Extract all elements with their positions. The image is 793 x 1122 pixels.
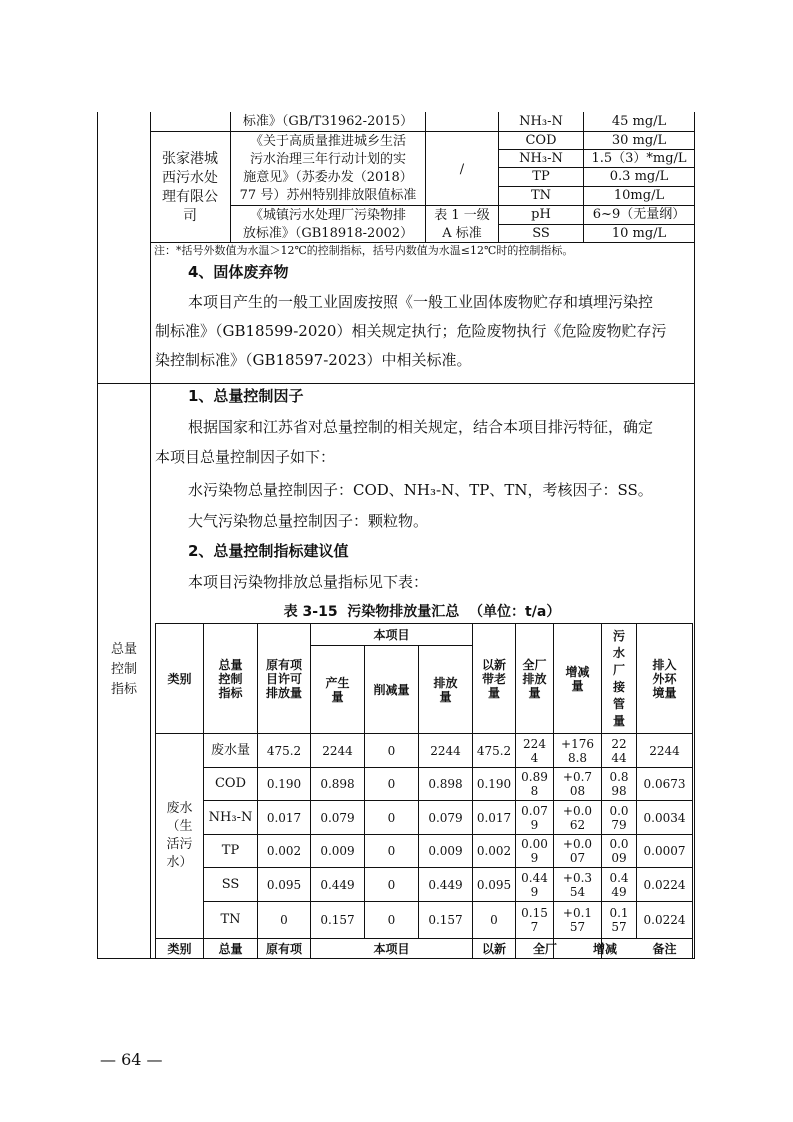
cell-produced: 0.449 <box>320 877 355 892</box>
cell-change: +0.0 62 <box>562 803 593 832</box>
cell-sewage-plant: 0.4 49 <box>609 870 629 899</box>
cell-reduced: 0 <box>387 877 396 892</box>
cell-environment: 2244 <box>649 743 680 758</box>
cell-whole-plant: 0.89 8 <box>521 770 548 798</box>
cell-sewage-plant: 0.0 79 <box>609 803 629 832</box>
cell-whole-plant: 0.15 7 <box>521 906 548 934</box>
cell-reduced: 0 <box>387 743 396 758</box>
cell-produced: 0.009 <box>320 844 355 858</box>
cell-environment: 0.0224 <box>643 877 686 892</box>
standard-grade: / <box>459 162 465 177</box>
cell-change: +0.0 07 <box>562 837 593 865</box>
cell-sewage-plant: 22 44 <box>611 736 627 765</box>
solid-waste-text: 制标准》（GB18599-2020）相关规定执行；危险废物执行《危险废物贮存污 <box>155 322 667 340</box>
cell-sewage-plant: 0.8 98 <box>609 770 629 798</box>
cell-discharged: 0.009 <box>428 844 463 858</box>
cell-whole-plant: 0.44 9 <box>521 870 548 899</box>
air-factors-text: 大气污染物总量控制因子：颗粒物。 <box>188 512 429 530</box>
cell-reduced: 0 <box>387 844 396 858</box>
footer-whole-plant: 全厂 <box>532 941 557 956</box>
heading-control-factors: 1、总量控制因子 <box>188 387 304 405</box>
solid-waste-text: 本项目产生的一般工业固废按照《一般工业固体废物贮存和填埋污染控 <box>188 293 654 311</box>
cell-change: +176 8.8 <box>561 736 594 765</box>
cell-environment: 0.0673 <box>643 777 686 791</box>
cell-new-old: 0.190 <box>476 777 512 791</box>
limit-value: 30 mg/L <box>611 132 667 148</box>
cell-reduced: 0 <box>387 777 396 791</box>
cell-change: +0.3 54 <box>562 870 593 899</box>
page-number: — 64 — <box>100 1050 163 1069</box>
footer-project: 本项目 <box>373 941 410 956</box>
pollutant-name: NH₃-N <box>519 150 563 166</box>
header-original: 原有项 目许可 排放量 <box>265 657 302 700</box>
cell-indicator: COD <box>214 776 247 791</box>
control-factors-text: 本项目总量控制因子如下： <box>155 448 336 466</box>
pollutant-name: pH <box>531 207 551 222</box>
footer-category: 类别 <box>167 941 192 956</box>
pollutant-name: NH₃-N <box>519 114 563 129</box>
cell-new-old: 0.017 <box>476 810 512 825</box>
section-divider <box>97 383 695 384</box>
limit-value: 10 mg/L <box>611 225 667 241</box>
pollutant-name: TP <box>532 169 550 184</box>
cell-environment: 0.0034 <box>643 810 686 825</box>
section-label: 总量 控制 指标 <box>110 642 137 697</box>
limit-value: 45 mg/L <box>611 114 667 129</box>
cell-discharged: 0.449 <box>428 877 463 892</box>
outer-border-bottom <box>97 958 695 959</box>
standard-name: 《城镇污水处理厂污染物排 放标准》（GB18918-2002） <box>242 208 414 241</box>
standard-grade: 表 1 一级 A 标准 <box>434 208 490 241</box>
header-discharged: 排放 量 <box>433 675 458 704</box>
cell-whole-plant: 224 4 <box>523 736 546 765</box>
table-note: 注：*括号外数值为水温＞12℃的控制指标，括号内数值为水温≤12℃时的控制指标。 <box>154 244 574 257</box>
water-factors-text: 水污染物总量控制因子：COD、NH₃-N、TP、TN，考核因子：SS。 <box>188 481 653 499</box>
cell-original: 0.190 <box>266 777 302 791</box>
cell-new-old: 475.2 <box>476 743 512 758</box>
footer-new-old: 以新 <box>481 941 506 956</box>
cell-indicator: 废水量 <box>210 742 250 758</box>
cell-whole-plant: 0.07 9 <box>521 803 548 832</box>
plant-name: 张家港城 西污水处 理有限公 司 <box>162 151 218 224</box>
cell-original: 0 <box>280 913 288 927</box>
control-values-text: 本项目污染物排放总量指标见下表： <box>188 573 429 591</box>
header-indicator: 总量 控制 指标 <box>218 657 243 700</box>
header-sewage-plant: 污 水 厂 接 管 量 <box>612 628 625 728</box>
standard-name: 《关于高质量推进城乡生活 污水治理三年行动计划的实 施意见》（苏委办发（2018） 77 号）苏州特别排放限值标准 <box>239 134 417 203</box>
cell-original: 0.017 <box>266 810 302 825</box>
solid-waste-text: 染控制标准》（GB18597-2023）中相关标准。 <box>155 351 472 369</box>
cell-new-old: 0.002 <box>476 844 512 858</box>
cell-produced: 0.157 <box>320 913 355 927</box>
limit-value: 1.5（3）*mg/L <box>591 150 687 166</box>
solid-waste-heading: 4、固体废弃物 <box>188 263 289 281</box>
cell-environment: 0.0007 <box>643 844 686 858</box>
cell-discharged: 0.079 <box>428 810 463 825</box>
cell-original: 0.095 <box>266 877 302 892</box>
footer-original: 原有项 <box>265 941 302 956</box>
standard-name: 标准》（GB/T31962-2015） <box>242 114 414 129</box>
cell-original: 475.2 <box>266 743 302 758</box>
header-reduced: 削减量 <box>373 682 410 697</box>
cell-indicator: SS <box>221 876 240 892</box>
header-change: 增减 量 <box>565 664 590 693</box>
cell-sewage-plant: 0.1 57 <box>609 906 629 934</box>
footer-remark: 备注 <box>652 941 677 956</box>
cell-indicator: NH₃-N <box>208 809 253 825</box>
cell-environment: 0.0224 <box>643 913 686 927</box>
pollutant-name: SS <box>532 225 550 241</box>
heading-control-values: 2、总量控制指标建议值 <box>188 542 349 560</box>
summary-table-line <box>692 623 693 959</box>
footer-change: 增减 <box>592 941 617 956</box>
cell-produced: 0.898 <box>320 777 355 791</box>
cell-produced: 0.079 <box>320 810 355 825</box>
cell-indicator: TN <box>220 912 241 927</box>
cell-indicator: TP <box>221 843 240 858</box>
cell-discharged: 0.157 <box>428 913 463 927</box>
cell-discharged: 0.898 <box>428 777 463 791</box>
control-factors-text: 根据国家和江苏省对总量控制的相关规定，结合本项目排污特征，确定 <box>188 418 654 436</box>
cell-reduced: 0 <box>387 913 396 927</box>
limit-value: 6~9（无量纲） <box>592 207 686 222</box>
pollutant-name: COD <box>525 132 557 148</box>
group-label: 废水 （生 活污 水） <box>166 801 193 870</box>
header-new-old: 以新 带老 量 <box>481 657 506 700</box>
header-category: 类别 <box>167 671 192 686</box>
limit-value: 0.3 mg/L <box>609 169 669 184</box>
table-title: 表 3-15 污染物排放量汇总 （单位：t/a） <box>283 604 561 620</box>
cell-change: +0.1 57 <box>562 906 593 934</box>
cell-sewage-plant: 0.0 09 <box>609 837 629 865</box>
label-column-divider <box>150 112 151 959</box>
cell-change: +0.7 08 <box>562 770 593 798</box>
header-whole-plant: 全厂 排放 量 <box>522 657 547 700</box>
footer-indicator: 总量 <box>218 941 243 956</box>
header-produced: 产生 量 <box>325 675 350 704</box>
cell-reduced: 0 <box>387 810 396 825</box>
header-environment: 排入 外环 境量 <box>652 657 677 700</box>
cell-new-old: 0.095 <box>476 877 512 892</box>
limit-value: 10mg/L <box>613 188 665 203</box>
cell-produced: 2244 <box>322 743 353 758</box>
header-project: 本项目 <box>373 627 410 642</box>
cell-original: 0.002 <box>266 844 302 858</box>
pollutant-name: TN <box>530 188 552 203</box>
cell-whole-plant: 0.00 9 <box>521 837 548 865</box>
cell-new-old: 0 <box>490 913 498 927</box>
cell-discharged: 2244 <box>430 743 461 758</box>
outer-border-left <box>97 112 98 959</box>
outer-border-right <box>694 112 695 959</box>
